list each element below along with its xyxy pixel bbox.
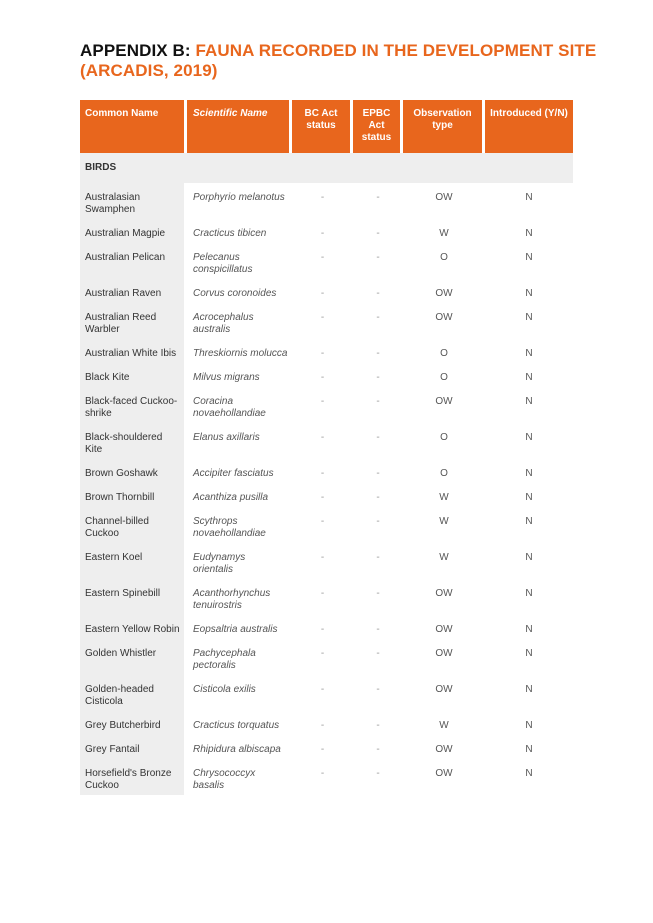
cell-bc-act-status: - [320,396,325,407]
cell-common-name: Brown Goshawk [80,459,187,483]
cell-observation-type: OW [435,624,453,635]
table-row [80,219,573,243]
cell-introduced: N [525,348,533,359]
cell-scientific-name: Corvus coronoides [193,288,277,299]
cell-observation-type: O [440,468,448,479]
cell-observation-type: OW [435,312,453,323]
cell-observation-type: OW [435,588,453,599]
table-row [80,711,573,735]
cell-epbc-act-status: - [376,648,380,659]
cell-scientific-name: Pachycephala pectoralis [193,648,256,671]
cell-epbc-act-status: - [376,588,380,599]
cell-bc-act-status: - [320,468,325,479]
cell-introduced: N [525,588,533,599]
cell-introduced: N [525,684,533,695]
cell-observation-type: O [440,252,448,263]
table-row [80,543,573,579]
table-row [80,363,573,387]
cell-epbc-act-status: - [376,720,380,731]
table-row [80,639,573,675]
cell-introduced: N [525,552,533,563]
cell-observation-type: OW [435,744,453,755]
group-label: BIRDS [80,153,573,183]
cell-observation-type: OW [435,396,453,407]
header-bc-act-status: BC Act status [292,100,353,153]
cell-epbc-act-status: - [376,396,380,407]
cell-scientific-name: Eudynamys orientalis [193,552,246,575]
header-epbc-act-status: EPBC Act status [353,100,403,153]
cell-scientific-name: Eopsaltria australis [193,624,278,635]
cell-introduced: N [525,228,533,239]
cell-common-name: Black-faced Cuckoo-shrike [80,387,187,423]
cell-scientific-name: Coracina novaehollandiae [193,396,266,419]
cell-scientific-name: Rhipidura albiscapa [193,744,281,755]
cell-bc-act-status: - [320,192,325,203]
cell-common-name: Australasian Swamphen [80,183,187,219]
cell-epbc-act-status: - [376,372,380,383]
cell-scientific-name: Acanthorhynchus tenuirostris [193,588,271,611]
cell-common-name: Grey Fantail [80,735,187,759]
cell-bc-act-status: - [320,588,325,599]
cell-epbc-act-status: - [376,744,380,755]
cell-common-name: Australian Raven [80,279,187,303]
cell-observation-type: O [440,432,448,443]
header-common-name: Common Name [80,100,187,153]
cell-observation-type: W [439,228,449,239]
cell-observation-type: OW [435,684,453,695]
cell-bc-act-status: - [320,372,325,383]
cell-common-name: Australian Pelican [80,243,187,279]
cell-introduced: N [525,624,533,635]
cell-common-name: Brown Thornbill [80,483,187,507]
cell-common-name: Eastern Koel [80,543,187,579]
cell-bc-act-status: - [320,432,325,443]
cell-scientific-name: Acrocephalus australis [193,312,254,335]
cell-bc-act-status: - [320,312,325,323]
cell-epbc-act-status: - [376,768,380,779]
cell-observation-type: W [439,552,449,563]
fauna-table [80,100,573,795]
table-row [80,759,573,795]
cell-common-name: Australian White Ibis [80,339,187,363]
cell-observation-type: OW [435,768,453,779]
cell-epbc-act-status: - [376,516,380,527]
cell-common-name: Australian Magpie [80,219,187,243]
table-row [80,303,573,339]
cell-introduced: N [525,432,533,443]
title-rest: FAUNA RECORDED IN THE DEVELOPMENT SITE (ARCADIS, 2019) [80,41,597,80]
cell-common-name: Channel-billed Cuckoo [80,507,187,543]
cell-observation-type: O [440,348,448,359]
cell-common-name: Golden-headed Cisticola [80,675,187,711]
cell-scientific-name: Threskiornis molucca [193,348,288,359]
header-introduced: Introduced (Y/N) [485,100,573,153]
cell-bc-act-status: - [320,348,325,359]
cell-bc-act-status: - [320,288,325,299]
cell-scientific-name: Cracticus torquatus [193,720,280,731]
cell-observation-type: OW [435,648,453,659]
cell-scientific-name: Chrysococcyx basalis [193,768,256,791]
cell-bc-act-status: - [320,684,325,695]
cell-epbc-act-status: - [376,492,380,503]
cell-observation-type: OW [435,192,453,203]
title-prefix: APPENDIX B: [80,41,196,60]
cell-observation-type: W [439,720,449,731]
cell-scientific-name: Acanthiza pusilla [193,492,269,503]
cell-introduced: N [525,492,533,503]
table-row [80,483,573,507]
table-row [80,279,573,303]
cell-scientific-name: Accipiter fasciatus [193,468,274,479]
table-row [80,507,573,543]
cell-common-name: Golden Whistler [80,639,187,675]
cell-epbc-act-status: - [376,228,380,239]
cell-scientific-name: Porphyrio melanotus [193,192,285,203]
cell-introduced: N [525,768,533,779]
cell-scientific-name: Scythrops novaehollandiae [193,516,266,539]
group-row-birds [80,153,573,183]
cell-scientific-name: Cracticus tibicen [193,228,267,239]
cell-observation-type: W [439,516,449,527]
cell-epbc-act-status: - [376,684,380,695]
cell-epbc-act-status: - [376,288,380,299]
cell-introduced: N [525,468,533,479]
table-row [80,615,573,639]
table-row [80,459,573,483]
cell-epbc-act-status: - [376,468,380,479]
cell-scientific-name: Cisticola exilis [193,684,256,695]
cell-bc-act-status: - [320,552,325,563]
cell-common-name: Black Kite [80,363,187,387]
cell-bc-act-status: - [320,228,325,239]
table-row [80,735,573,759]
table-row [80,183,573,219]
cell-introduced: N [525,372,533,383]
page-title [80,41,600,81]
cell-introduced: N [525,516,533,527]
cell-epbc-act-status: - [376,252,380,263]
cell-epbc-act-status: - [376,624,380,635]
cell-introduced: N [525,396,533,407]
header-observation-type: Observation type [403,100,485,153]
table-row [80,423,573,459]
cell-common-name: Horsefield's Bronze Cuckoo [80,759,187,795]
cell-observation-type: OW [435,288,453,299]
cell-common-name: Grey Butcherbird [80,711,187,735]
cell-epbc-act-status: - [376,552,380,563]
cell-observation-type: W [439,492,449,503]
cell-scientific-name: Pelecanus conspicillatus [193,252,253,275]
cell-common-name: Eastern Yellow Robin [80,615,187,639]
cell-introduced: N [525,648,533,659]
table-header-row [80,100,573,153]
cell-epbc-act-status: - [376,312,380,323]
cell-epbc-act-status: - [376,348,380,359]
table-row [80,243,573,279]
cell-epbc-act-status: - [376,432,380,443]
cell-epbc-act-status: - [376,192,380,203]
cell-introduced: N [525,252,533,263]
cell-common-name: Eastern Spinebill [80,579,187,615]
cell-observation-type: O [440,372,448,383]
table-row [80,339,573,363]
header-scientific-name: Scientific Name [187,100,292,153]
table-row [80,387,573,423]
cell-bc-act-status: - [320,624,325,635]
cell-bc-act-status: - [320,252,325,263]
table-row [80,579,573,615]
cell-bc-act-status: - [320,720,325,731]
cell-scientific-name: Elanus axillaris [193,432,260,443]
table-row [80,675,573,711]
cell-bc-act-status: - [320,768,325,779]
cell-bc-act-status: - [320,744,325,755]
cell-bc-act-status: - [320,648,325,659]
cell-introduced: N [525,312,533,323]
cell-introduced: N [525,744,533,755]
cell-bc-act-status: - [320,492,325,503]
cell-introduced: N [525,720,533,731]
cell-introduced: N [525,192,533,203]
cell-common-name: Australian Reed Warbler [80,303,187,339]
cell-introduced: N [525,288,533,299]
cell-bc-act-status: - [320,516,325,527]
cell-scientific-name: Milvus migrans [193,372,260,383]
cell-common-name: Black-shouldered Kite [80,423,187,459]
